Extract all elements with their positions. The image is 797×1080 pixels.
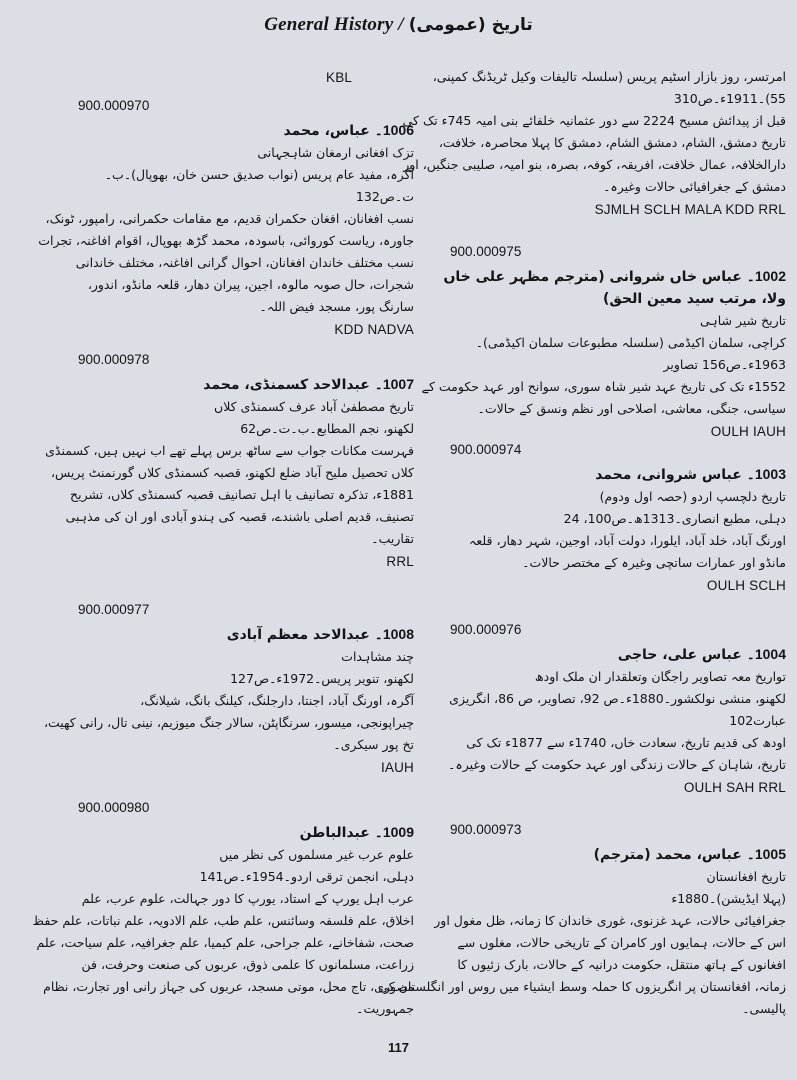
entry-author: عبدالاحد کسمنڈی، محمد [203,377,370,393]
entry-line: تخ پور سیکری۔ [333,737,414,752]
entry-number: 1002۔ [746,268,786,284]
entry-number: 1004۔ [746,646,786,662]
library-codes: IAUH [380,760,414,775]
entry-line: آگرہ، اورنگ آباد، اجنتا، دارجلنگ، کیلنگ بانگ، شیلانگ، [140,693,414,708]
entry-line: چیراپونجی، میسور، سرنگاپٹن، سالار جنگ میوزیم، نینی تال، رانی کھیت، [43,715,414,730]
entry-line: دہلی، انجمن ترقی اردو۔1954ء۔ص141 [199,869,414,884]
entry-line: جمہوریت۔ [356,1001,414,1016]
entry-line: جغرافیائی حالات، عہد غزنوی، غوری خاندان کا زمانہ، ظل مغول اور [434,913,786,928]
entry-heading [62,373,414,396]
entry-line: دمشق کے جغرافیائی حالات وغیرہ۔ [603,179,786,194]
entry-author: عباس شروانی، محمد [595,467,742,483]
entry-number: 1008۔ [374,626,414,642]
entry-line: لکھنو، نجم المطابع۔ب۔ت۔ص62 [240,421,414,436]
entry-line: کراچی، سلمان اکیڈمی (سلسلہ مطبوعات سلمان اکیڈمی)۔ [475,335,786,350]
entry-line: اودھ کی قدیم تاریخ، سعادت خاں، 1740ء سے 1877ء تک کی [466,735,786,750]
library-codes: OULH SAH RRL [683,780,786,795]
entry-line: امرتسر، روز بازار اسٹیم پریس (سلسلہ تالیفات وکیل ٹریڈنگ کمپنی، [432,69,786,84]
entry-line: تاریخ مصطفیٰ آباد عرف کسمنڈی کلاں [214,399,414,414]
entry-line: تاریخ، شاہان کے حالات زندگی اور عہد حکومت کے حالات وغیرہ۔ [448,757,786,772]
entry-line: دارالخلافہ، عمال خلافت، افریقہ، کوفہ، بصرہ، بنو امیہ، صلیبی جنگیں، اور [403,157,786,172]
page-number: 117 [388,1040,409,1055]
entry-line: فہرست مکانات جواب سے ساٹھ برس پہلے تھے اب نہیں ہیں، کسمنڈی [45,443,414,458]
library-codes: SJMLH SCLH MALA KDD RRL [594,202,786,217]
page-header [0,14,797,36]
entry-1004 [434,622,786,795]
accession-number: 900.000980 [78,800,150,815]
entry-line: دہلی، مطبع انصاری۔1313ھ۔ص100، 24 [563,511,786,526]
entry-author: عباس، محمد [283,123,370,139]
entry-1001-continuation [402,66,786,217]
entry-line: ت۔ص132 [355,189,414,204]
entry-line: (پہلا ایڈیشن)۔1880ء [671,891,786,906]
entry-number: 1003۔ [746,466,786,482]
entry-1006 [38,98,414,337]
entry-heading [62,119,414,142]
entry-line: تواریخ معہ تصاویر راجگان وتعلقدار ان ملک اودھ [534,669,786,684]
library-codes: OULH IAUH [710,424,786,439]
library-codes: OULH SCLH [706,578,786,593]
entry-line: کلاں تحصیل ملیح آباد ضلع لکھنو، قصبہ کسمنڈی کلاں گورنمنٹ پریس، [50,465,414,480]
entry-line: جاورہ، ریاست کوروائی، باسودہ، محمد گڑھ بھوپال، اقوام افاغنہ، تجرات [38,233,414,248]
entry-1009 [32,800,414,1020]
entry-line: عبارت102 [729,713,786,728]
entry-line: 55)۔1911ء۔ص310 [673,91,786,106]
entry-heading [434,463,786,486]
entry-author: عباس علی، حاجی [617,647,742,663]
entry-heading [434,843,786,866]
entry-line: تصنیف، قدیم اصلی باشندے، قصبہ کی ہندو آبادی اور ان کی مذہبی [65,509,414,524]
entry-line: 1963ء۔ص156 تصاویر [663,357,786,372]
entry-number: 1007۔ [374,376,414,392]
library-codes: KBL [326,70,353,85]
entry-line: سارنگ پور، مسجد فیض اللہ۔ [259,299,414,314]
accession-number: 900.000970 [78,98,150,113]
entry-line: مصوری، تاج محل، موتی مسجد، عربوں کی جہاز رانی اور تجارت، نظام [43,979,414,994]
entry-line: 1881ء، تذکرہ تصانیف یا اہل تصانیف قصبہ کسمنڈی کلاں، تشریح [70,487,414,502]
header-title-urdu: تاریخ (عمومی) [408,15,533,35]
entry-line: نسب افغانان، افغان حکمران قدیم، مع مقامات حکمرانی، رامپور، ٹونک، [45,211,414,226]
entry-line: تاریخ دلچسپ اردو (حصہ اول ودوم) [599,489,786,504]
accession-number: 900.000976 [450,622,522,637]
entry-1007 [45,352,414,569]
accession-number: 900.000975 [450,244,522,259]
entry-line: تقاریب۔ [371,531,414,546]
entry-1000-continuation [62,66,414,85]
entry-1002 [421,244,786,439]
entry-heading [434,265,786,310]
accession-number: 900.000973 [450,822,522,837]
entry-author: عباس خاں شروانی (مترجم مظہر علی خاں ولا، مرتب سید معین الحق) [443,269,786,307]
entry-line: زمانہ، افغانستان پر انگریزوں کا حملہ وسط ایشیاء میں روس اور انگلستان کی [378,979,786,994]
accession-number: 900.000977 [78,602,150,617]
entry-number: 1009۔ [374,824,414,840]
entry-number: 1006۔ [374,122,414,138]
library-codes: RRL [386,554,414,569]
entry-line: تاریخ افغانستان [706,869,786,884]
entry-line: شجرات، حال صوبہ مالوہ، اجین، پیران دھار، قلعہ مانڈو، اندور، [87,277,414,292]
entry-line: زراعت، مسلمانوں کا علمی ذوق، عربوں کی صنعت وحرفت، فن [81,957,414,972]
entry-1003 [434,442,786,593]
entry-line: پالیسی۔ [742,1001,786,1016]
entry-line: نسب مختلف خاندان افغانان، احوال گرانی افاغنہ، مختلف خاندانی [75,255,414,270]
library-codes: KDD NADVA [334,322,414,337]
entry-number: 1005۔ [746,846,786,862]
entry-line: اس کے حالات، ہمایوں اور کامران کے تاریخی حالات، مغلوں سے [457,935,786,950]
entry-line: آگرہ، مفید عام پریس (نواب صدیق حسن خان، بھوپال)۔ب۔ [104,167,414,182]
entry-heading [62,821,414,844]
entry-line: تزک افغانی ارمغان شاہجہانی [257,145,414,160]
header-title-english: General History / [264,14,404,35]
entry-line: عرب اہل یورپ کے استاد، یورپ کا دور جہالت، علوم عرب، علم [81,891,414,906]
entry-author: عبدالباطن [299,825,370,841]
entry-author: عباس، محمد (مترجم) [593,847,742,863]
entry-line: تاریخ شیر شاہی [700,313,786,328]
entry-line: تاریخ دمشق، الشام، دمشق الشام، دمشق کا پہلا محاصرہ، خلافت، [438,135,786,150]
entry-line: 1552ء تک کی تاریخ عہد شیر شاہ سوری، سوانح اور عہد حکومت کے [421,379,786,394]
entry-line: لکھنو، تنویر پریس۔1972ء۔ص127 [230,671,414,686]
entry-line: مانڈو اور عمارات ساتچی وغیرہ کے مختصر حالات۔ [522,555,786,570]
entry-heading [434,643,786,666]
entry-line: قبل از پیدائش مسیح 2224 سے دور عثمانیہ خلفائے بنی امیہ 745ء تک کی [402,113,786,128]
entry-heading [62,623,414,646]
entry-line: افغانوں کے ہاتھ منتقل، حکومت درانیہ کے حالات، بارک زئیوں کا [457,957,786,972]
entry-line: سیاسی، جنگی، معاشی، اصلاحی اور نظم ونسق کے حالات۔ [477,401,786,416]
accession-number: 900.000974 [450,442,522,457]
entry-author: عبدالاحد معظم آبادی [226,627,370,643]
entry-1008 [43,602,414,775]
entry-line: چند مشاہدات [341,649,414,664]
entry-line: لکھنو، منشی نولکشور۔1880ء۔ص 92، تصاویر، ص 86، انگریزی [449,691,786,706]
entry-line: صحت، شفاخانے، علم جراحی، علم کیمیا، علم جغرافیہ، علم سیاحت، علم [36,935,414,950]
accession-number: 900.000978 [78,352,150,367]
entry-line: اخلاق، علم فلسفہ وسائنس، علم طب، علم الادویہ، علم نباتات، علم حفظ [32,913,414,928]
entry-line: علوم عرب غیر مسلموں کی نظر میں [219,847,414,862]
entry-line: اورنگ آباد، خلد آباد، ایلورا، دولت آباد، اوجین، شہر دھار، قلعہ [469,533,786,548]
